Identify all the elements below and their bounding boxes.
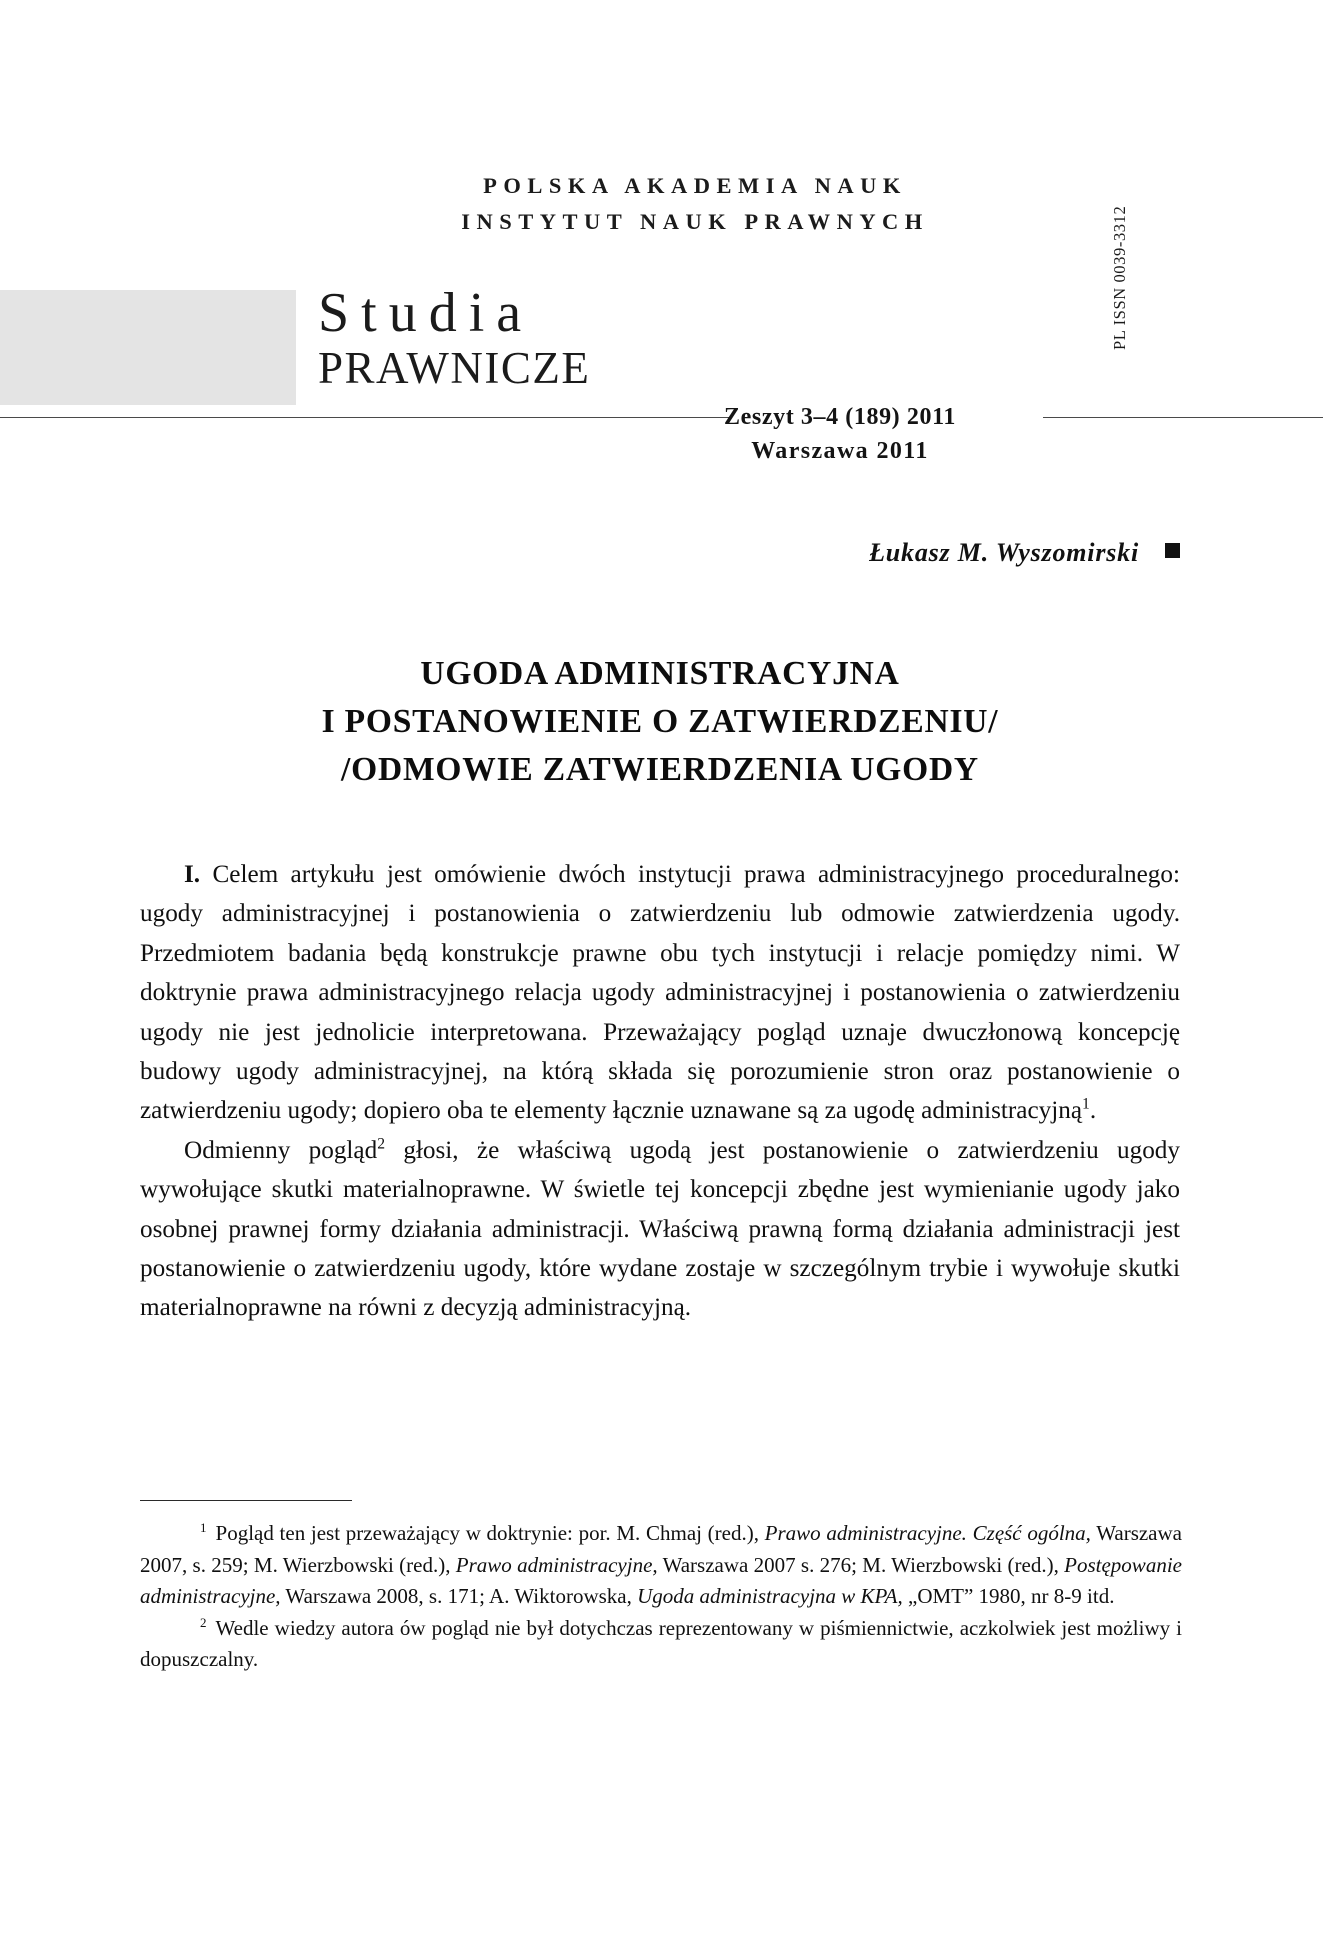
- place-and-year: Warszawa 2011: [751, 438, 929, 464]
- page-title: [150, 650, 1170, 794]
- article-title-line-2: I POSTANOWIENIE O ZATWIERDZENIU/: [321, 703, 999, 740]
- footnote-item: [140, 1613, 1182, 1676]
- journal-title-main: Studia: [318, 282, 534, 344]
- footnote-ref-2[interactable]: 2: [377, 1135, 386, 1153]
- author-marker-icon: [1165, 543, 1180, 558]
- author-name: Łukasz M. Wyszomirski: [869, 538, 1139, 567]
- footnote-text: Warszawa 2008, s. 171; A. Wiktorowska,: [280, 1584, 638, 1609]
- body-paragraph-1: [140, 855, 1180, 1131]
- issue-number: Zeszyt 3–4 (189) 2011: [724, 404, 956, 430]
- paragraph-1-tail: .: [1089, 1097, 1097, 1125]
- footnote-marker[interactable]: 2: [200, 1614, 207, 1630]
- footnote-list: [140, 1518, 1182, 1676]
- issue-info: [640, 400, 1040, 468]
- paragraph-2-text-b: głosi, że właściwą ugodą jest postanowienie o zatwierdzeniu ugody wywołujące skutki materialnoprawne. W świetle tej koncepcji zbędne jest wymienianie ugody jako osobnej prawnej formy działania administracji. Właściwą prawną formą działania administracji jest postanowienie o zatwierdzeniu ugody, które wydane zostaje w szczególnym trybie i wywołuje skutki materialnoprawne na równi z decyzją administracyjną.: [140, 1136, 1180, 1322]
- footnote-text: Warszawa 2007, s. 259; M. Wierzbowski (red.),: [140, 1521, 1182, 1577]
- footnote-marker[interactable]: 1: [200, 1520, 207, 1535]
- article-title-line-1: UGODA ADMINISTRACYJNA: [420, 655, 900, 692]
- issn-vertical: PL ISSN 0039-3312: [1110, 205, 1129, 350]
- article-body: [140, 855, 1180, 1328]
- footnote-item: [140, 1518, 1182, 1613]
- paragraph-lead-numeral: I.: [184, 861, 201, 888]
- article-title-line-3: /ODMOWIE ZATWIERDZENIA UGODY: [341, 751, 979, 788]
- footnote-text: Wedle wiedzy autora ów pogląd nie był dotychczas reprezentowany w piśmiennictwie, aczkolwiek jest możliwy i dopuszczalny.: [140, 1615, 1182, 1672]
- publisher-line-academy: POLSKA AKADEMIA NAUK: [483, 173, 907, 198]
- journal-title: [318, 282, 590, 394]
- body-paragraph-2: [140, 1131, 1180, 1328]
- footnote-text: Pogląd ten jest przeważający w doktrynie: por. M. Chmaj (red.),: [215, 1521, 765, 1545]
- publisher-heading: [300, 168, 1090, 240]
- paragraph-2-text-a: Odmienny pogląd: [184, 1136, 378, 1164]
- footnote-title-italic: Prawo administracyjne,: [455, 1552, 658, 1577]
- footnote-title-italic: Prawo administracyjne. Część ogólna,: [764, 1521, 1091, 1545]
- decorative-grey-block: [0, 290, 296, 405]
- author-row: [140, 538, 1180, 568]
- publisher-line-institute: INSTYTUT NAUK PRAWNYCH: [461, 209, 929, 234]
- footnote-text: „OMT” 1980, nr 8-9 itd.: [902, 1584, 1115, 1609]
- footnote-title-italic: Postępowanie administracyjne,: [140, 1552, 1182, 1609]
- divider-rule-right: [1043, 417, 1323, 418]
- paragraph-1-text: Celem artykułu jest omówienie dwóch instytucji prawa administracyjnego proceduralnego: ugody administracyjnej i postanowienia o zatwierdzeniu lub odmowie zatwierdzenia ugody. Przedmiotem badania będą konstrukcje prawne obu tych instytucji i relacje pomiędzy nimi. W doktrynie prawa administracyjnego relacja ugody administracyjnej i postanowienia o zatwierdzeniu ugody nie jest jednolicie interpretowana. Przeważający pogląd uznaje dwuczłonową koncepcję budowy ugody administracyjnej, na którą składa się porozumienie stron oraz postanowienie o zatwierdzeniu ugody; dopiero oba te elementy łącznie uznawane są za ugodę administracyjną: [140, 861, 1180, 1125]
- divider-rule-left: [0, 417, 730, 418]
- footnote-title-italic: Ugoda administracyjna w KPA,: [637, 1584, 903, 1609]
- footnote-text: Warszawa 2007 s. 276; M. Wierzbowski (red.),: [657, 1552, 1065, 1577]
- journal-title-sub: PRAWNICZE: [318, 343, 591, 393]
- footnote-separator: [140, 1500, 352, 1501]
- footnote-ref-1[interactable]: 1: [1082, 1096, 1090, 1114]
